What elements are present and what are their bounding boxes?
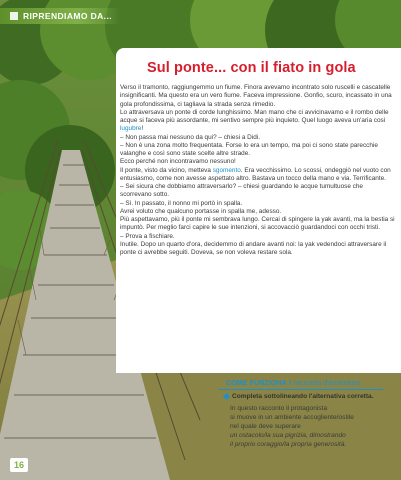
how-it-works-title: COME FUNZIONA il racconto d'avventura <box>226 378 361 387</box>
paragraph: – Sei sicura che dobbiamo attraversarlo? – chiesi guardando le acque tumultuose che scorrevano sotto. <box>120 183 363 199</box>
paragraph: Lo attraversava un ponte di corde lunghissimo. Man mano che ci avvicinavamo e il rombo delle acque si faceva più assordante, mi sentivo sempre più inquieto. Quel luogo aveva un'aria così lugubre! <box>120 108 389 133</box>
how-it-works-box <box>218 376 388 476</box>
section-tag-label: RIPRENDIAMO DA... <box>23 11 112 21</box>
paragraph: Ecco perché non incontravamo nessuno! <box>120 158 236 166</box>
section-tag <box>0 8 120 24</box>
paragraph: – Sì. In passato, il nonno mi portò in spalla. <box>120 199 243 207</box>
glossary-word: sgomento <box>212 166 241 174</box>
exercise-text <box>230 404 388 449</box>
paragraph: Verso il tramonto, raggiungemmo un fiume. Finora avevamo incontrato solo ruscelli e cascatelle insignificanti. Ma questo era un vero fiume. Faceva impressione. Gonfio, scuro, incassato in una gola profondissima, ci tagliava la strada senza rimedio. <box>120 84 392 108</box>
paragraph: Avrei voluto che qualcuno portasse in spalla me, adesso. <box>120 207 282 215</box>
story-text <box>120 84 396 257</box>
exercise-line: nel quale deve superare <box>230 423 301 430</box>
paragraph: Inutile. Dopo un quarto d'ora, decidemmo di andare avanti noi: la yak vedendoci attraversare il ponte ci avrebbe seguiti. Doveva, se non voleva restare sola. <box>120 240 387 256</box>
page-number: 16 <box>10 458 28 472</box>
exercise-line[interactable]: un ostacolo/la sua pigrizia, dimostrando <box>230 432 346 439</box>
page-title: Sul ponte... con il fiato in gola <box>147 60 356 76</box>
paragraph: Il ponte, visto da vicino, metteva sgomento. Era vecchissimo. Lo scossi, ondeggiò nel vuoto con entusiasmo, come non avesse aspettato altro. Bastava un tocco della mano e via. Terrificante. <box>120 166 391 182</box>
divider <box>218 389 383 390</box>
exercise-line: In questo racconto il protagonista <box>230 405 328 412</box>
paragraph: – Prova a fischiare. <box>120 232 175 240</box>
instruction: Completa sottolineando l'alternativa corretta. <box>224 393 388 400</box>
paragraph: Più aspettavamo, più il ponte mi sembrava lungo. Cercai di spingere la yak avanti, ma la bestia si impuntò. Per meglio farci capire le sue intenzioni, si accovacciò guardandoci con occhi tristi. <box>120 216 395 232</box>
diamond-bullet-icon <box>223 393 230 400</box>
paragraph: – Non è una zona molto frequentata. Forse lo era un tempo, ma poi ci sono state parecchie valanghe e così sono state scelte altre strade. <box>120 141 378 157</box>
exercise-line[interactable]: si muove in un ambiente accogliente/ostile <box>230 414 354 421</box>
tag-square-icon <box>10 12 18 20</box>
exercise-line[interactable]: il proprio coraggio/la propria generosità. <box>230 441 347 448</box>
glossary-word: lugubre <box>120 125 142 133</box>
paragraph: – Non passa mai nessuno da qui? – chiesi a Didi. <box>120 133 260 141</box>
